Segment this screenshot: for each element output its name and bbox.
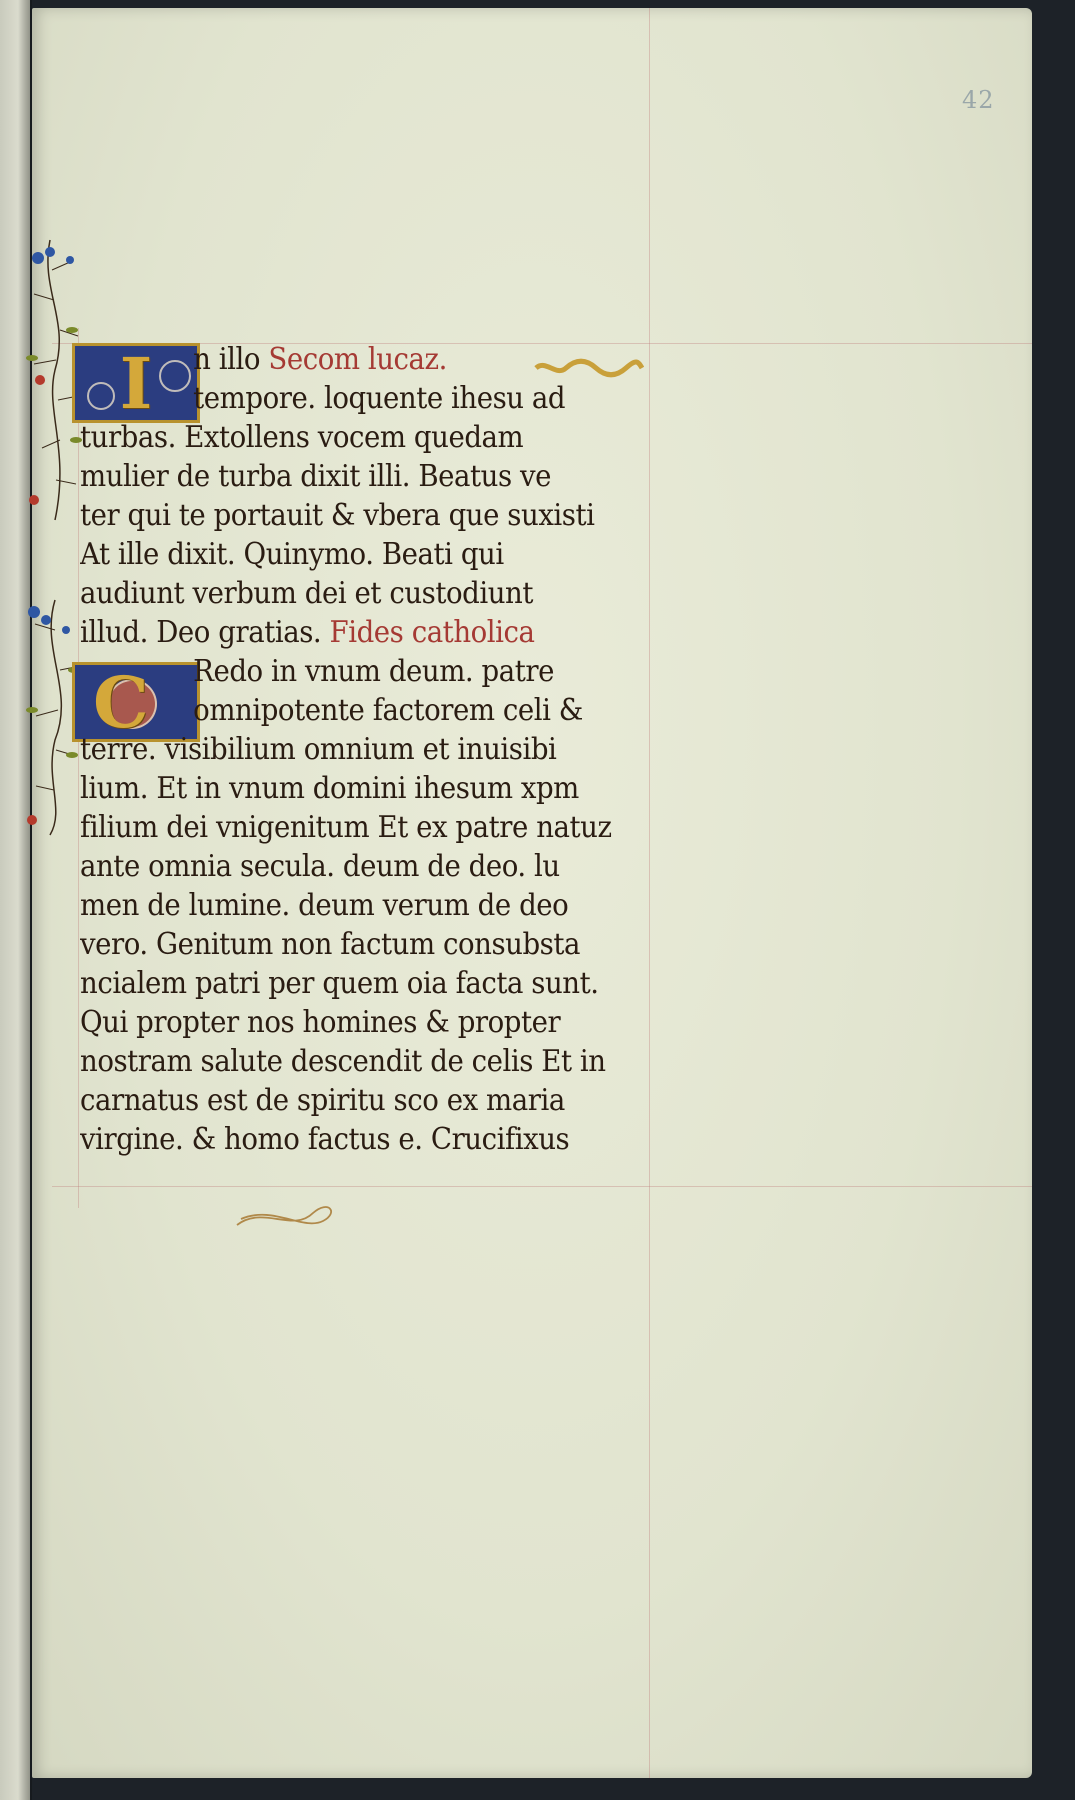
text-line (80, 457, 632, 496)
ruling-line (52, 1186, 1032, 1187)
text-line (80, 769, 632, 808)
text-line (80, 613, 632, 652)
text-line (80, 1042, 632, 1081)
text-line (80, 691, 632, 730)
line-text: lium. Et in vnum domini ihesum xpm (80, 771, 579, 806)
text-block (80, 340, 680, 1159)
text-line (80, 652, 632, 691)
end-flourish (233, 1195, 343, 1235)
line-text: carnatus est de spiritu sco ex maria (80, 1083, 565, 1118)
text-line (80, 808, 632, 847)
rubric-text: Secom lucaz. (268, 342, 447, 377)
text-line (80, 574, 632, 613)
line-text: men de lumine. deum verum de deo (80, 888, 569, 923)
line-text: ncialem patri per quem oia facta sunt. (80, 966, 599, 1001)
initial-letter: C (93, 660, 149, 744)
text-line (80, 925, 632, 964)
text-line (80, 496, 632, 535)
text-line (80, 340, 632, 379)
text-line (80, 847, 632, 886)
line-text: At ille dixit. Quinymo. Beati qui (80, 537, 504, 572)
line-text: omnipotente factorem celi & (193, 693, 583, 728)
line-text: virgine. & homo factus e. Crucifixus (80, 1122, 570, 1157)
initial-letter: I (119, 341, 153, 425)
line-text: terre. visibilium omnium et inuisibi (80, 732, 557, 767)
line-text: filium dei vnigenitum Et ex patre natuz (80, 810, 612, 845)
text-line (80, 1081, 632, 1120)
line-text: n illo (193, 342, 269, 377)
line-text: audiunt verbum dei et custodiunt (80, 576, 533, 611)
text-line (80, 730, 632, 769)
rubric-text: Fides catholica (329, 615, 535, 650)
line-text: mulier de turba dixit illi. Beatus ve (80, 459, 552, 494)
line-text: tempore. loquente ihesu ad (193, 381, 566, 416)
line-text: illud. Deo gratias. (80, 615, 330, 650)
text-line (80, 1120, 632, 1159)
line-text: ter qui te portauit & vbera que suxisti (80, 498, 595, 533)
line-text: Redo in vnum deum. patre (193, 654, 555, 689)
line-text: ante omnia secula. deum de deo. lu (80, 849, 560, 884)
text-line (80, 964, 632, 1003)
line-text: Qui propter nos homines & propter (80, 1005, 561, 1040)
text-line (80, 379, 632, 418)
text-line (80, 418, 632, 457)
text-line (80, 886, 632, 925)
text-line (80, 535, 632, 574)
line-text: vero. Genitum non factum consubsta (80, 927, 581, 962)
text-line (80, 1003, 632, 1042)
line-text: nostram salute descendit de celis Et in (80, 1044, 606, 1079)
line-text: turbas. Extollens vocem quedam (80, 420, 524, 455)
folio-number: 42 (962, 86, 995, 114)
